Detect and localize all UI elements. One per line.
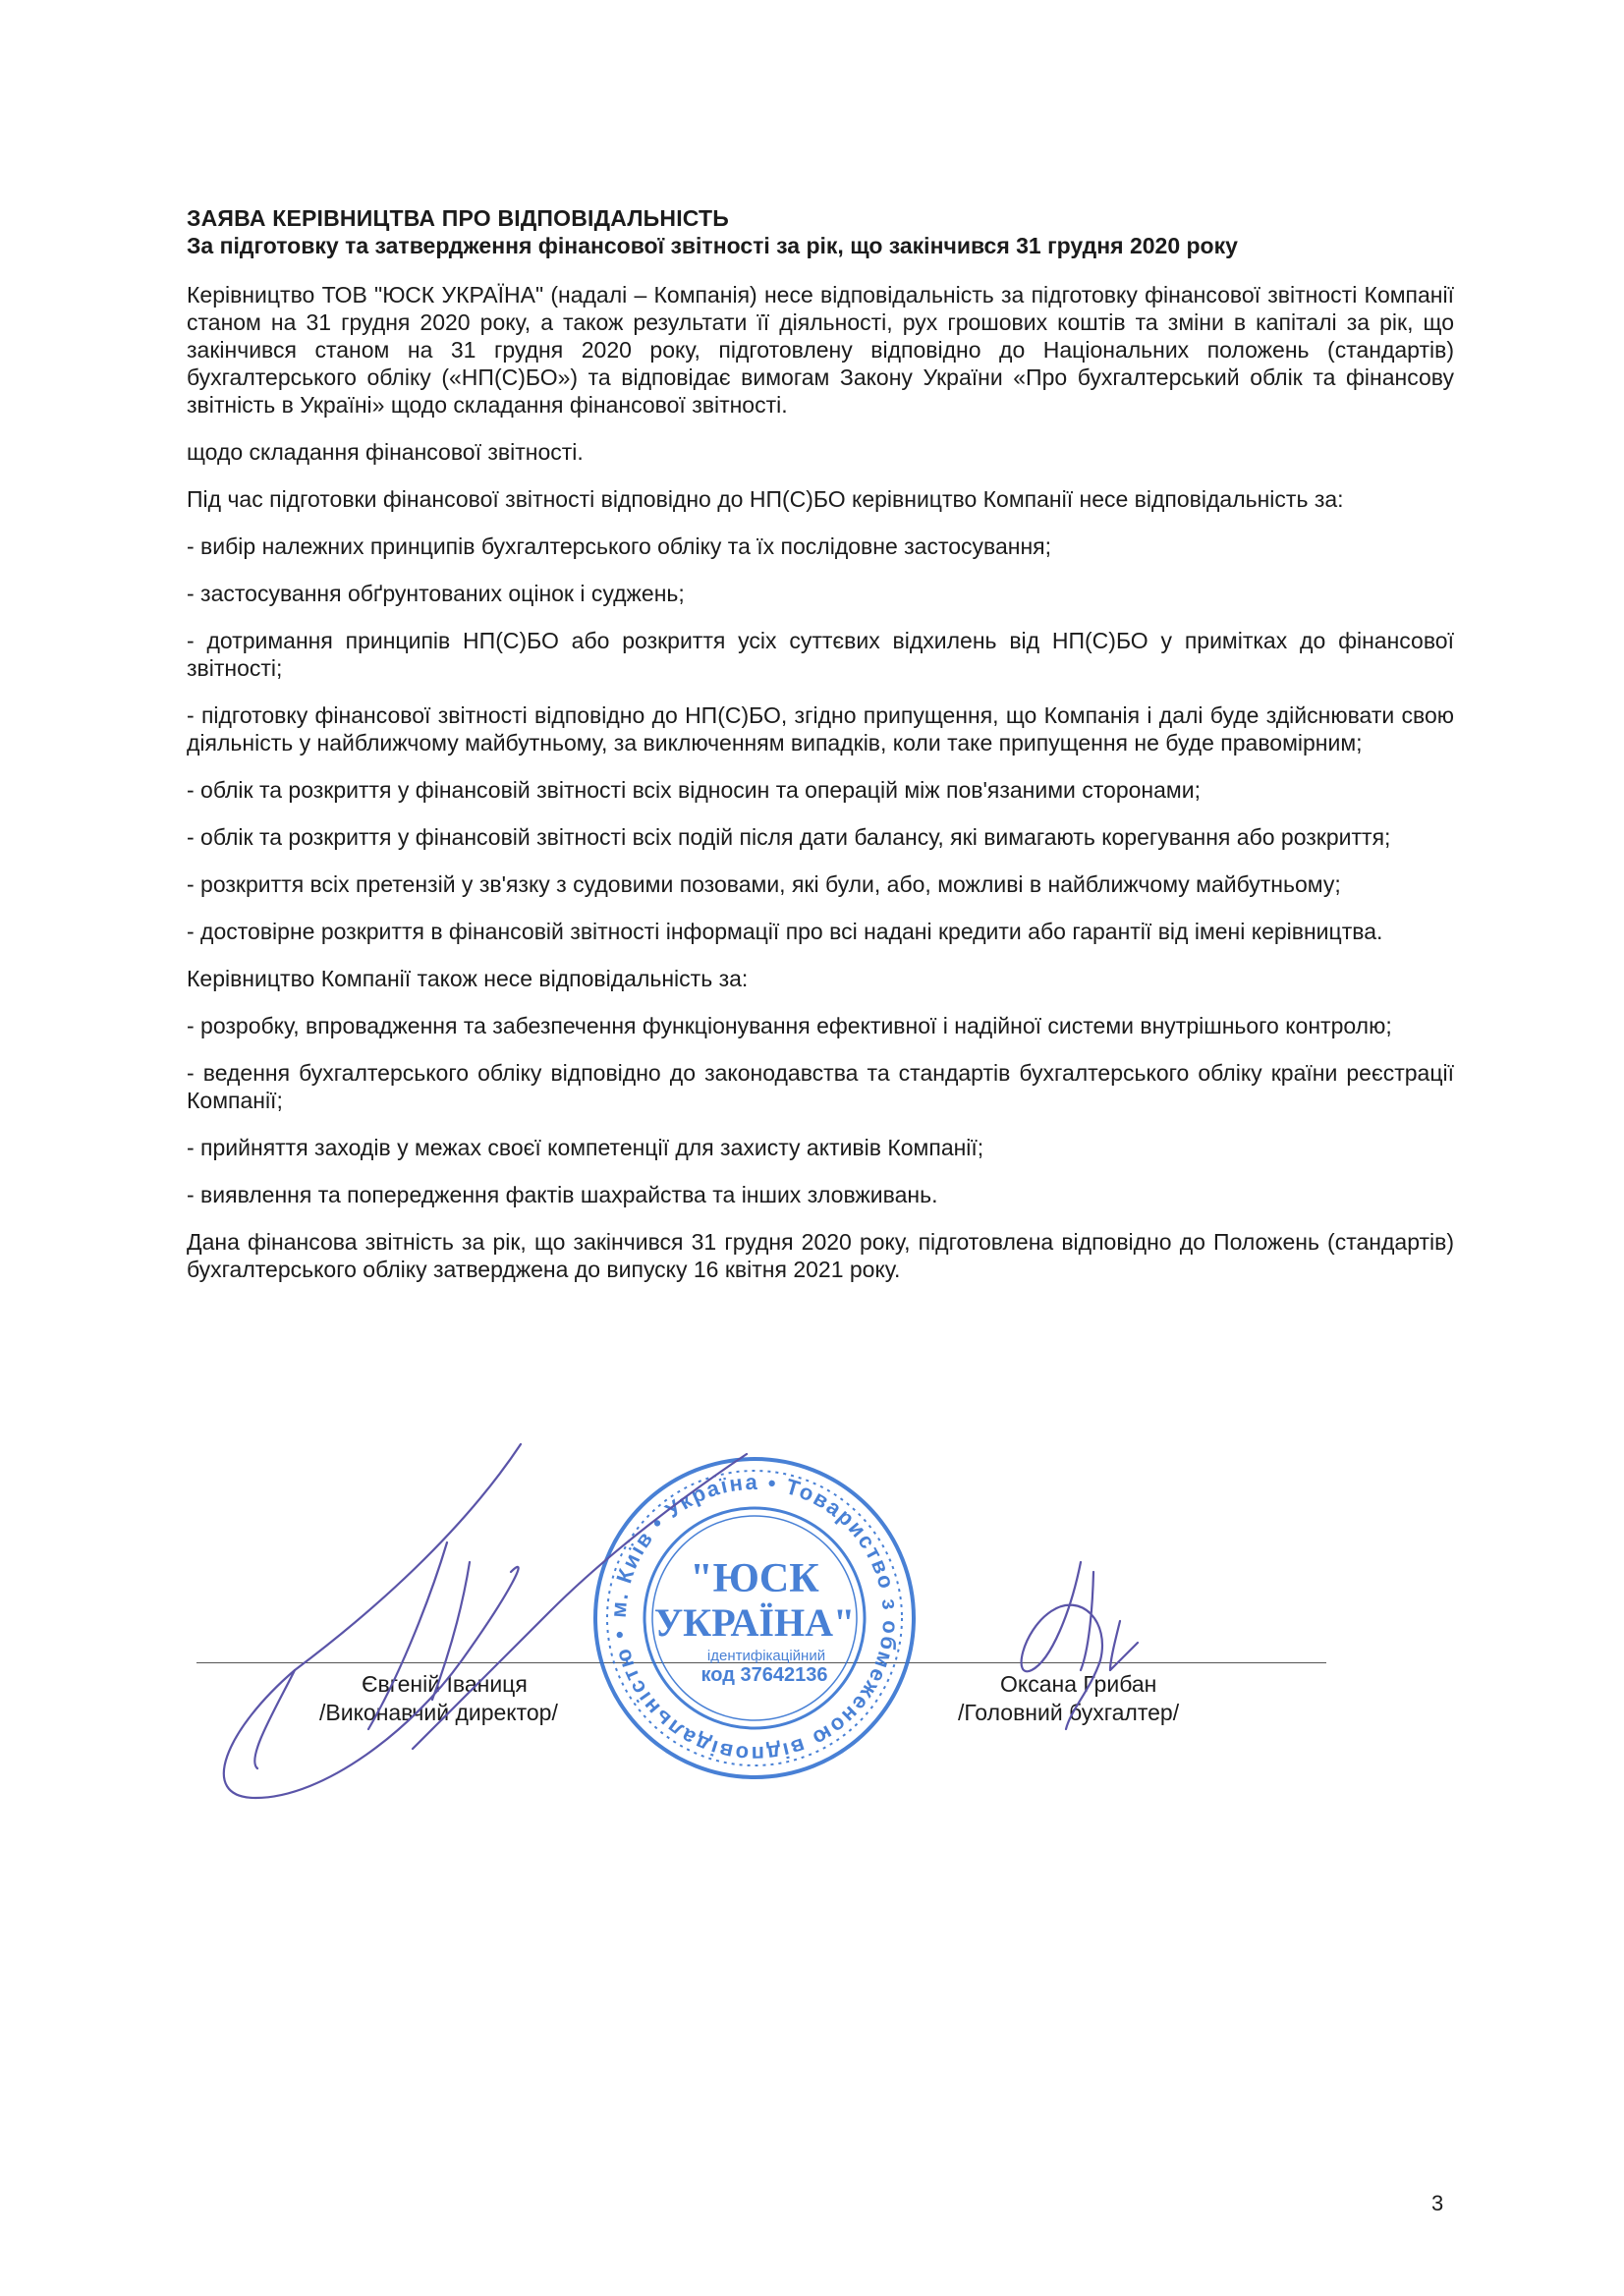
signatory-right-title: /Головний бухгалтер/ [958, 1700, 1180, 1725]
stamp-id-label: ідентифікаційний [706, 1648, 826, 1664]
paragraph-also-responsible: Керівництво Компанії також несе відповідальність за: [187, 966, 749, 991]
list-item: - дотримання принципів НП(С)БО або розкриття усіх суттєвих відхилень від НП(С)БО у примітках до фінансової звітності; [187, 628, 1454, 681]
paragraph-repeat: щодо складання фінансової звітності. [187, 439, 584, 465]
stamp-id-code: код 37642136 [700, 1664, 828, 1686]
signatory-left-name: Євгеній Іваниця [362, 1671, 528, 1697]
document-subtitle: За підготовку та затвердження фінансової звітності за рік, що закінчився 31 грудня 2020 року [187, 233, 1238, 258]
signature-right [1022, 1562, 1138, 1729]
svg-text:м. Київ • Україна • Товариство [606, 1470, 903, 1766]
signature-left [224, 1444, 747, 1798]
list-item: - облік та розкриття у фінансовій звітності всіх подій після дати балансу, які вимагають корегування або розкриття; [187, 824, 1391, 850]
paragraph-intro: Керівництво ТОВ "ЮСК УКРАЇНА" (надалі – Компанія) несе відповідальність за підготовку фінансової звітності Компанії станом на 31 грудня 2020 року, а також результати її діяльності, рух грошових коштів та зміни в капіталі за рік, що закінчився станом на 31 грудня 2020 року, підготовлену відповідно до Національних положень (стандартів) бухгалтерського обліку («НП(С)БО») та відповідає вимогам Закону України «Про бухгалтерський облік та фінансову звітність в Україні» щодо складання фінансової звітності. [187, 282, 1454, 418]
document-title: ЗАЯВА КЕРІВНИЦТВА ПРО ВІДПОВІДАЛЬНІСТЬ [187, 205, 730, 231]
list-item: - застосування обґрунтованих оцінок і суджень; [187, 581, 685, 606]
company-stamp [595, 1459, 914, 1777]
document-body [187, 204, 1454, 1303]
list-item: - підготовку фінансової звітності відповідно до НП(С)БО, згідно припущення, що Компанія і далі буде здійснювати свою діяльність у найближчому майбутньому, за виключенням випадків, коли таке припущення не буде правомірним; [187, 702, 1454, 756]
page-number: 3 [1431, 2191, 1444, 2215]
list-item: - вибір належних принципів бухгалтерського обліку та їх послідовне застосування; [187, 533, 1052, 559]
list-item: - розкриття всіх претензій у зв'язку з судовими позовами, які були, або, можливі в найближчому майбутньому; [187, 871, 1341, 897]
list-item: - достовірне розкриття в фінансовій звітності інформації про всі надані кредити або гарантії від імені керівництва. [187, 919, 1383, 944]
stamp-ring-text: м. Київ • Україна • Товариство з обмеженою відповідальністю • [605, 1469, 904, 1767]
signatory-right-name: Оксана Грибан [1000, 1671, 1157, 1697]
signature-line [196, 1662, 1326, 1663]
list-item: - виявлення та попередження фактів шахрайства та інших зловживань. [187, 1182, 938, 1207]
paragraph-approval: Дана фінансова звітність за рік, що закінчився 31 грудня 2020 року, підготовлена відповідно до Положень (стандартів) бухгалтерського обліку затверджена до випуску 16 квітня 2021 року. [187, 1229, 1454, 1282]
list-item: - прийняття заходів у межах своєї компетенції для захисту активів Компанії; [187, 1135, 984, 1160]
list-item: - облік та розкриття у фінансовій звітності всіх відносин та операцій між пов'язаними сторонами; [187, 777, 1201, 803]
stamp-center-line1: "ЮСК [690, 1556, 819, 1601]
paragraph-responsibility-lead: Під час підготовки фінансової звітності відповідно до НП(С)БО керівництво Компанії несе відповідальність за: [187, 486, 1344, 512]
list-item: - розробку, впровадження та забезпечення функціонування ефективної і надійної системи внутрішнього контролю; [187, 1013, 1392, 1038]
stamp-center-line2: УКРАЇНА" [653, 1600, 856, 1645]
signatory-left-title: /Виконавчий директор/ [319, 1700, 558, 1725]
list-item: - ведення бухгалтерського обліку відповідно до законодавства та стандартів бухгалтерського обліку країни реєстрації Компанії; [187, 1060, 1454, 1113]
